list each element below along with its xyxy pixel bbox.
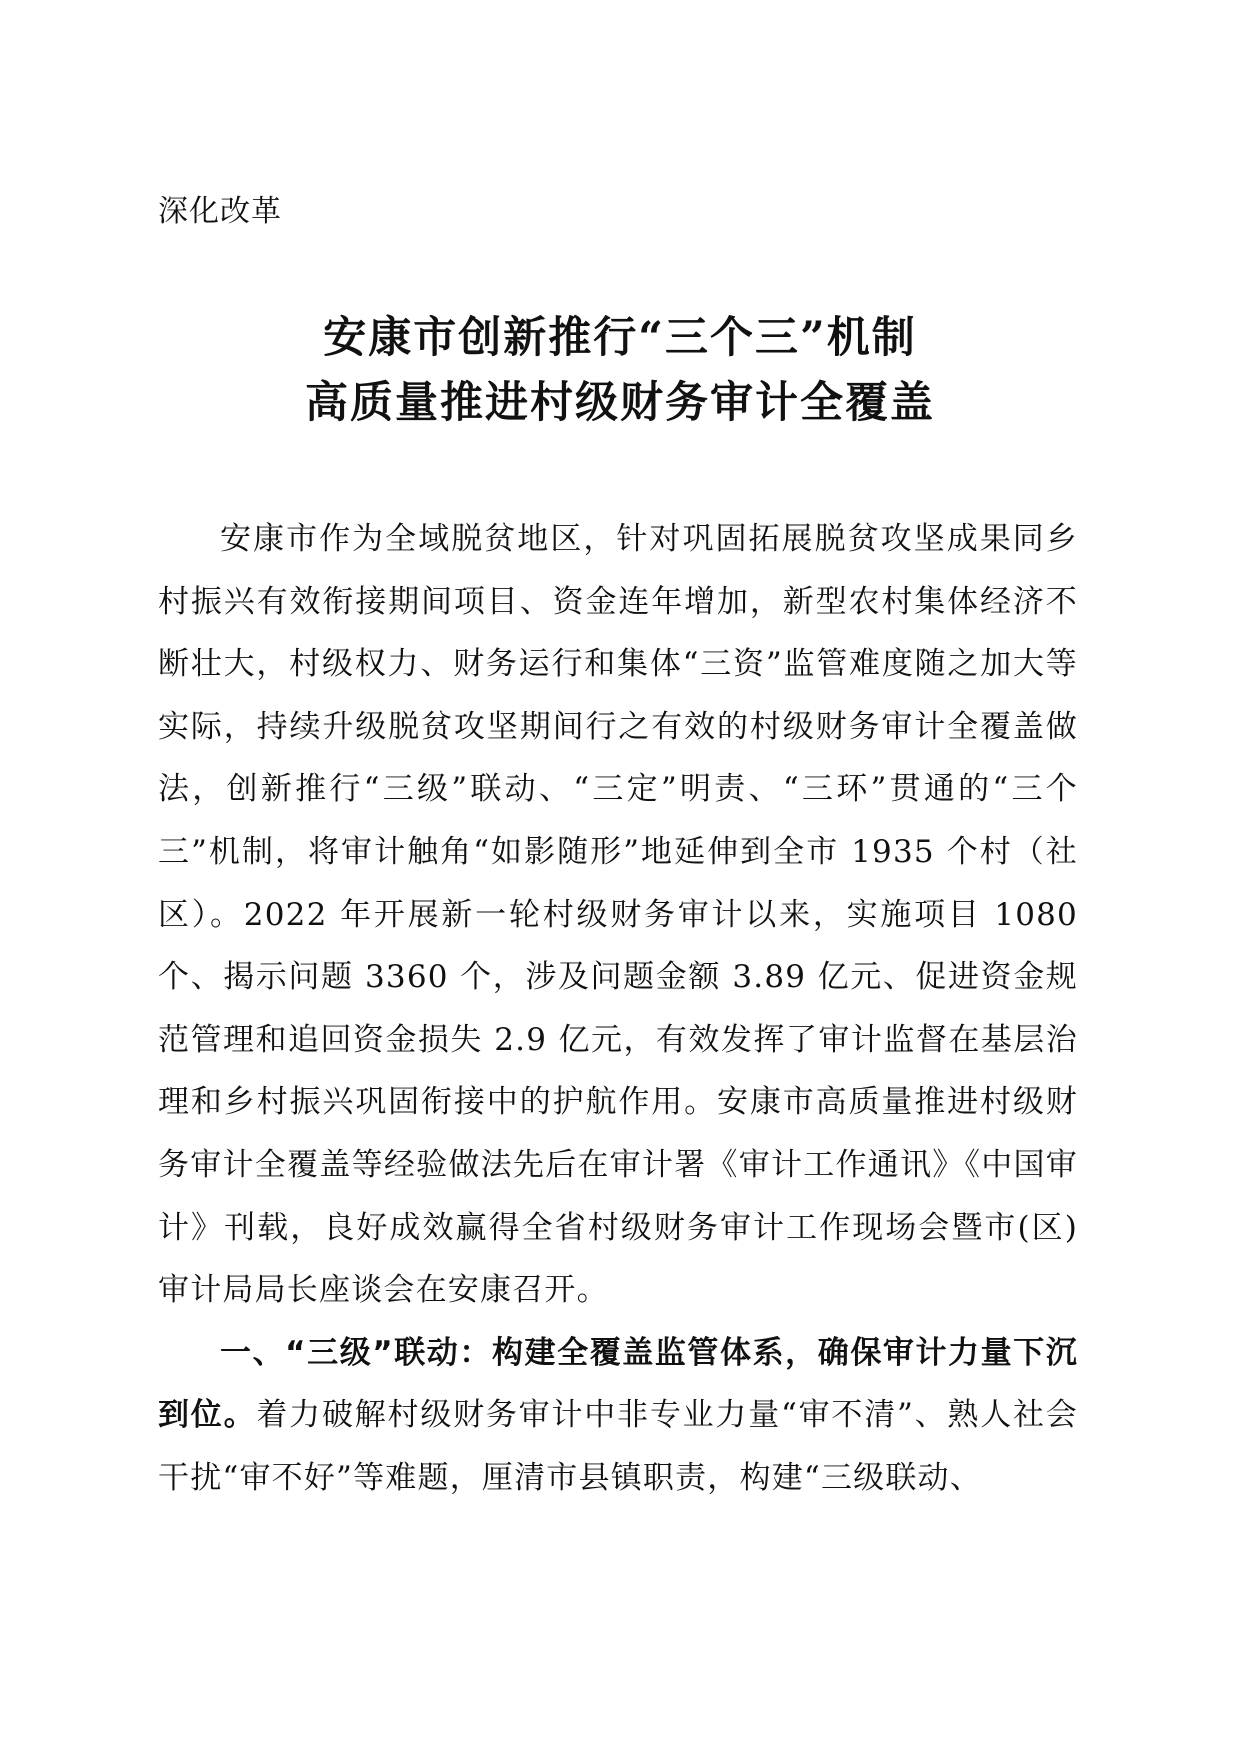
section-1-heading: 一、“三级”联动：构建全覆盖监管体系，确保审计力量下沉到位。	[158, 1334, 1078, 1434]
section-label: 深化改革	[158, 194, 282, 229]
article-body	[158, 508, 1078, 1510]
paragraph-intro: 安康市作为全域脱贫地区，针对巩固拓展脱贫攻坚成果同乡村振兴有效衔接期间项目、资金连年增加，新型农村集体经济不断壮大，村级权力、财务运行和集体“三资”监管难度随之加大等实际，持续升级脱贫攻坚期间行之有效的村级财务审计全覆盖做法，创新推行“三级”联动、“三定”明责、“三环”贯通的“三个三”机制，将审计触角“如影随形”地延伸到全市 1935 个村（社区）。2022 年开展新一轮村级财务审计以来，实施项目 1080 个、揭示问题 3360 个，涉及问题金额 3.89 亿元、促进资金规范管理和追回资金损失 2.9 亿元，有效发挥了审计监督在基层治理和乡村振兴巩固衔接中的护航作用。安康市高质量推进村级财务审计全覆盖等经验做法先后在审计署《审计工作通讯》《中国审计》刊载，良好成效赢得全省村级财务审计工作现场会暨市(区)审计局局长座谈会在安康召开。	[158, 521, 1078, 1309]
paragraph-section-1	[158, 1322, 1078, 1510]
article-title-line-2: 高质量推进村级财务审计全覆盖	[305, 378, 935, 428]
article-title-line-1: 安康市创新推行“三个三”机制	[323, 313, 917, 363]
section-1-text: 着力破解村级财务审计中非专业力量“审不清”、熟人社会干扰“审不好”等难题，厘清市县镇职责，构建“三级联动、	[158, 1397, 1078, 1496]
